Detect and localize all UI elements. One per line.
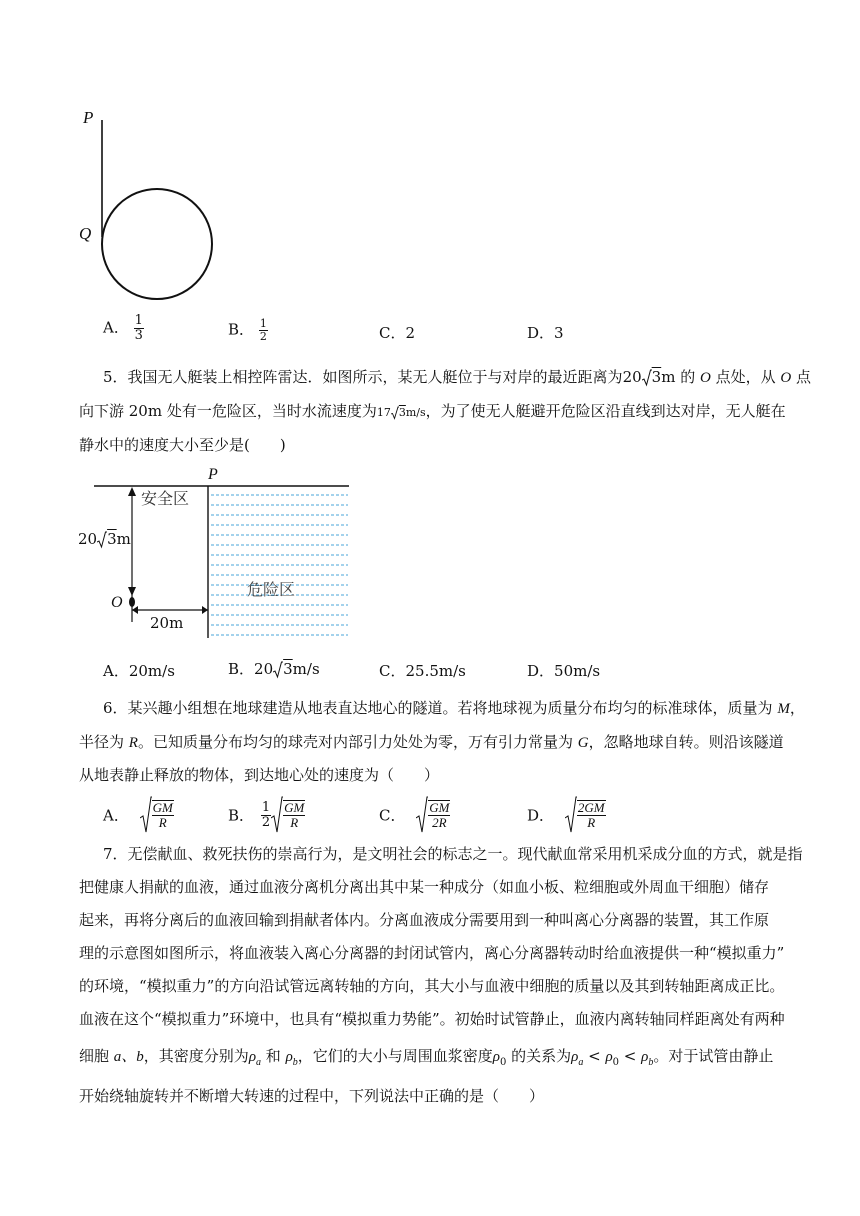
q7-line-2: 把健康人捐献的血液，通过血液分离机分离出其中某一种成分（如血小板、粒细胞或外周血干细胞）储存	[79, 878, 770, 896]
q7-line-5: 的环境，“模拟重力”的方向沿试管远离转轴的方向，其大小与血液中细胞的质量以及其到转轴距离成正比。	[79, 977, 785, 995]
q6-option-d-den: R	[587, 815, 596, 830]
q7-rel-rho-a: ρ	[571, 1049, 579, 1065]
q7-line7-pre: 细胞	[79, 1047, 114, 1065]
q7-lt-2: <	[619, 1047, 642, 1065]
q6-option-c[interactable]	[379, 796, 450, 834]
q6-line2-mid: 。已知质量分布均匀的球壳对内部引力处处为零，万有引力常量为	[137, 733, 578, 751]
figure-q4-drawing	[75, 108, 225, 303]
q7-line7-ab: a、b	[113, 1049, 144, 1065]
q7-rel-rho-0: ρ	[605, 1049, 613, 1065]
q7-lt-1: <	[583, 1047, 606, 1065]
q4-option-a-num: 1	[134, 313, 143, 328]
figure-q5-label-safe: 安全区	[141, 489, 190, 508]
sqrt-symbol	[271, 796, 283, 834]
q7-rho-a: ρ	[248, 1049, 257, 1065]
q4-option-c[interactable]	[379, 322, 415, 343]
q4-option-d-value: 3	[554, 324, 564, 342]
q6-option-d-fraction	[577, 800, 606, 830]
q4-option-b-label: B．	[228, 320, 255, 339]
q7-line7-mid: ，其密度分别为	[143, 1047, 249, 1065]
figure-q5-label-20m: 20m	[150, 614, 184, 632]
q6-option-d[interactable]	[527, 796, 606, 834]
q6-option-a[interactable]	[103, 796, 174, 834]
q4-option-a-fraction	[134, 314, 144, 343]
q4-option-a[interactable]	[103, 314, 144, 343]
q6-option-b-coef	[261, 801, 271, 830]
q6-line-2	[79, 731, 784, 754]
q7-line-8: 开始绕轴旋转并不断增大转速的过程中，下列说法中正确的是（ ）	[79, 1087, 545, 1105]
q5-line3-text: 静水中的速度大小至少是( )	[79, 436, 286, 454]
q6-option-b[interactable]	[228, 796, 305, 834]
figure-q4-label-q: Q	[79, 224, 92, 243]
q5-dist-unit: m	[661, 368, 676, 386]
q6-option-b-fraction	[283, 800, 305, 830]
figure-q4-label-p: P	[83, 108, 94, 127]
figure-q5-dist-coef: 20	[78, 530, 98, 548]
q5-option-a[interactable]: A．20m/s	[103, 662, 175, 680]
q7-line-1: 7．无偿献血、救死扶伤的崇高行为，是文明社会的标志之一。现代献血常采用机采成分血的方式，就是指	[103, 845, 803, 863]
q5-speed-expr	[377, 406, 426, 419]
q5-option-b-unit: m/s	[292, 660, 320, 678]
q5-line-1	[103, 366, 811, 389]
sqrt-symbol	[391, 406, 399, 420]
q6-option-a-fraction	[152, 800, 174, 830]
q5-speed-coef: 17	[376, 406, 391, 419]
figure-q5-dist-rad: 3	[107, 530, 117, 548]
q6-line2-end: ，忽略地球自转。则沿该隧道	[588, 733, 784, 751]
q7-rel-rho-b: ρ	[641, 1049, 649, 1065]
q6-option-a-den: R	[158, 815, 167, 830]
q6-option-a-num: GM	[152, 800, 173, 815]
sqrt-symbol	[416, 796, 428, 834]
q5-option-c[interactable]: C．25.5m/s	[379, 662, 466, 680]
q4-option-d-label: D．	[527, 324, 555, 342]
boat-icon	[129, 597, 135, 607]
q5-line1-end: 点	[791, 368, 811, 386]
q7-rho-b-sub: b	[292, 1057, 298, 1068]
q6-line1-pre: 6．某兴趣小组想在地球建造从地表直达地心的隧道。若将地球视为质量分布均匀的标准球体，质量为	[103, 699, 778, 717]
q5-dist-rad: 3	[651, 368, 662, 386]
sqrt-symbol	[97, 531, 107, 549]
q6-option-c-den: 2R	[432, 815, 447, 830]
q6-option-d-num: 2GM	[577, 800, 605, 815]
q6-line-3	[79, 764, 439, 786]
q6-option-b-den: R	[290, 815, 299, 830]
q7-rho-0: ρ	[492, 1049, 500, 1065]
q5-line-3	[79, 434, 286, 456]
q7-line-4: 理的示意图如图所示，将血液装入离心分离器的封闭试管内，离心分离器转动时给血液提供一种“模拟重力”	[79, 944, 785, 962]
q4-option-d[interactable]	[527, 322, 564, 343]
q4-option-b-den: 2	[259, 330, 267, 343]
figure-q5-drawing	[78, 466, 353, 641]
danger-zone-hatch	[211, 495, 348, 635]
q5-line1-mid: 的	[675, 368, 700, 386]
q6-line1-end: ，	[789, 699, 805, 717]
loop-circle	[102, 189, 212, 299]
figure-q5	[78, 466, 353, 641]
figure-q5-label-o: O	[111, 594, 123, 611]
q5-line1-o: O	[699, 370, 711, 386]
q7-line-6: 血液在这个“模拟重力”环境中，也具有“模拟重力势能”。初始时试管静止，血液内离转轴同样距离处有两种	[79, 1010, 785, 1028]
q7-line7-mid2: ，它们的大小与周围血浆密度	[297, 1047, 493, 1065]
q6-line1-m: M	[777, 701, 790, 717]
q5-option-b-label: B．	[228, 660, 255, 678]
figure-q5-dist-unit: m	[116, 530, 131, 548]
q7-rho-b: ρ	[285, 1049, 293, 1065]
q6-line-1	[103, 697, 805, 720]
sqrt-symbol	[140, 796, 152, 834]
q4-option-c-label: C．	[379, 324, 406, 342]
q4-option-b-fraction	[259, 318, 268, 343]
q5-option-b[interactable]	[228, 658, 320, 679]
q6-line2-pre: 半径为	[79, 733, 129, 751]
q6-line2-g: G	[577, 735, 589, 751]
q7-line-7	[79, 1045, 773, 1074]
q5-dist-coef: 20	[622, 368, 642, 386]
q4-option-b-num: 1	[259, 317, 267, 330]
q4-option-b[interactable]	[228, 318, 268, 343]
q6-option-c-label: C．	[379, 806, 406, 825]
sqrt-symbol	[273, 661, 283, 679]
q7-rel-rho-a-sub: a	[578, 1057, 584, 1068]
q7-rel-rho-b-sub: b	[648, 1057, 654, 1068]
q6-option-a-label: A．	[103, 806, 129, 825]
q6-line2-r: R	[128, 735, 138, 751]
sqrt-symbol	[565, 796, 577, 834]
q6-option-b-label: B．	[228, 806, 255, 825]
q6-option-b-num: GM	[284, 800, 305, 815]
q7-line7-mid3: 的关系为	[506, 1047, 572, 1065]
q4-option-a-label: A．	[103, 318, 129, 337]
q6-option-b-coef-num: 1	[261, 799, 271, 815]
q6-option-c-fraction	[428, 800, 450, 830]
q5-line-2	[79, 400, 786, 424]
figure-q5-label-p: P	[208, 466, 218, 483]
figure-q5-label-distance	[78, 530, 131, 549]
q7-rho-0-sub: 0	[499, 1057, 507, 1068]
q6-option-d-label: D．	[527, 806, 555, 825]
q4-option-c-value: 2	[405, 324, 416, 342]
q4-option-a-den: 3	[134, 328, 143, 343]
q5-line1-post: 点处，从	[710, 368, 781, 386]
figure-q5-label-danger: 危险区	[247, 580, 296, 599]
q7-line7-end: 。对于试管由静止	[653, 1047, 774, 1065]
figure-q4	[75, 108, 225, 303]
q5-option-d[interactable]: D．50m/s	[527, 662, 601, 680]
q5-line2-post: ，为了使无人艇避开危险区沿直线到达对岸，无人艇在	[425, 402, 786, 420]
q5-speed-rad: 3	[398, 406, 406, 419]
q7-rel-rho-0-sub: 0	[612, 1057, 620, 1068]
q7-line-3: 起来，再将分离后的血液回输到捐献者体内。分离血液成分需要用到一种叫离心分离器的装置，其工作原	[79, 911, 770, 929]
q5-option-b-coef: 20	[254, 660, 274, 678]
q7-rho-a-sub: a	[256, 1057, 262, 1068]
q5-speed-unit: m/s	[405, 406, 426, 419]
sqrt-symbol	[642, 369, 652, 387]
q5-line2-pre: 向下游 20m 处有一危险区，当时水流速度为	[79, 402, 377, 420]
q5-distance-expr	[623, 368, 676, 386]
q6-option-c-num: GM	[429, 800, 450, 815]
q5-line1-o2: O	[780, 370, 792, 386]
q6-line3-text: 从地表静止释放的物体，到达地心处的速度为（ ）	[79, 766, 440, 784]
q5-option-b-rad: 3	[283, 660, 293, 678]
q5-line1-pre: 5．我国无人艇装上相控阵雷达．如图所示，某无人艇位于与对岸的最近距离为	[103, 368, 623, 386]
q7-line7-and: 和	[261, 1047, 286, 1065]
q6-option-b-coef-den: 2	[261, 814, 271, 830]
